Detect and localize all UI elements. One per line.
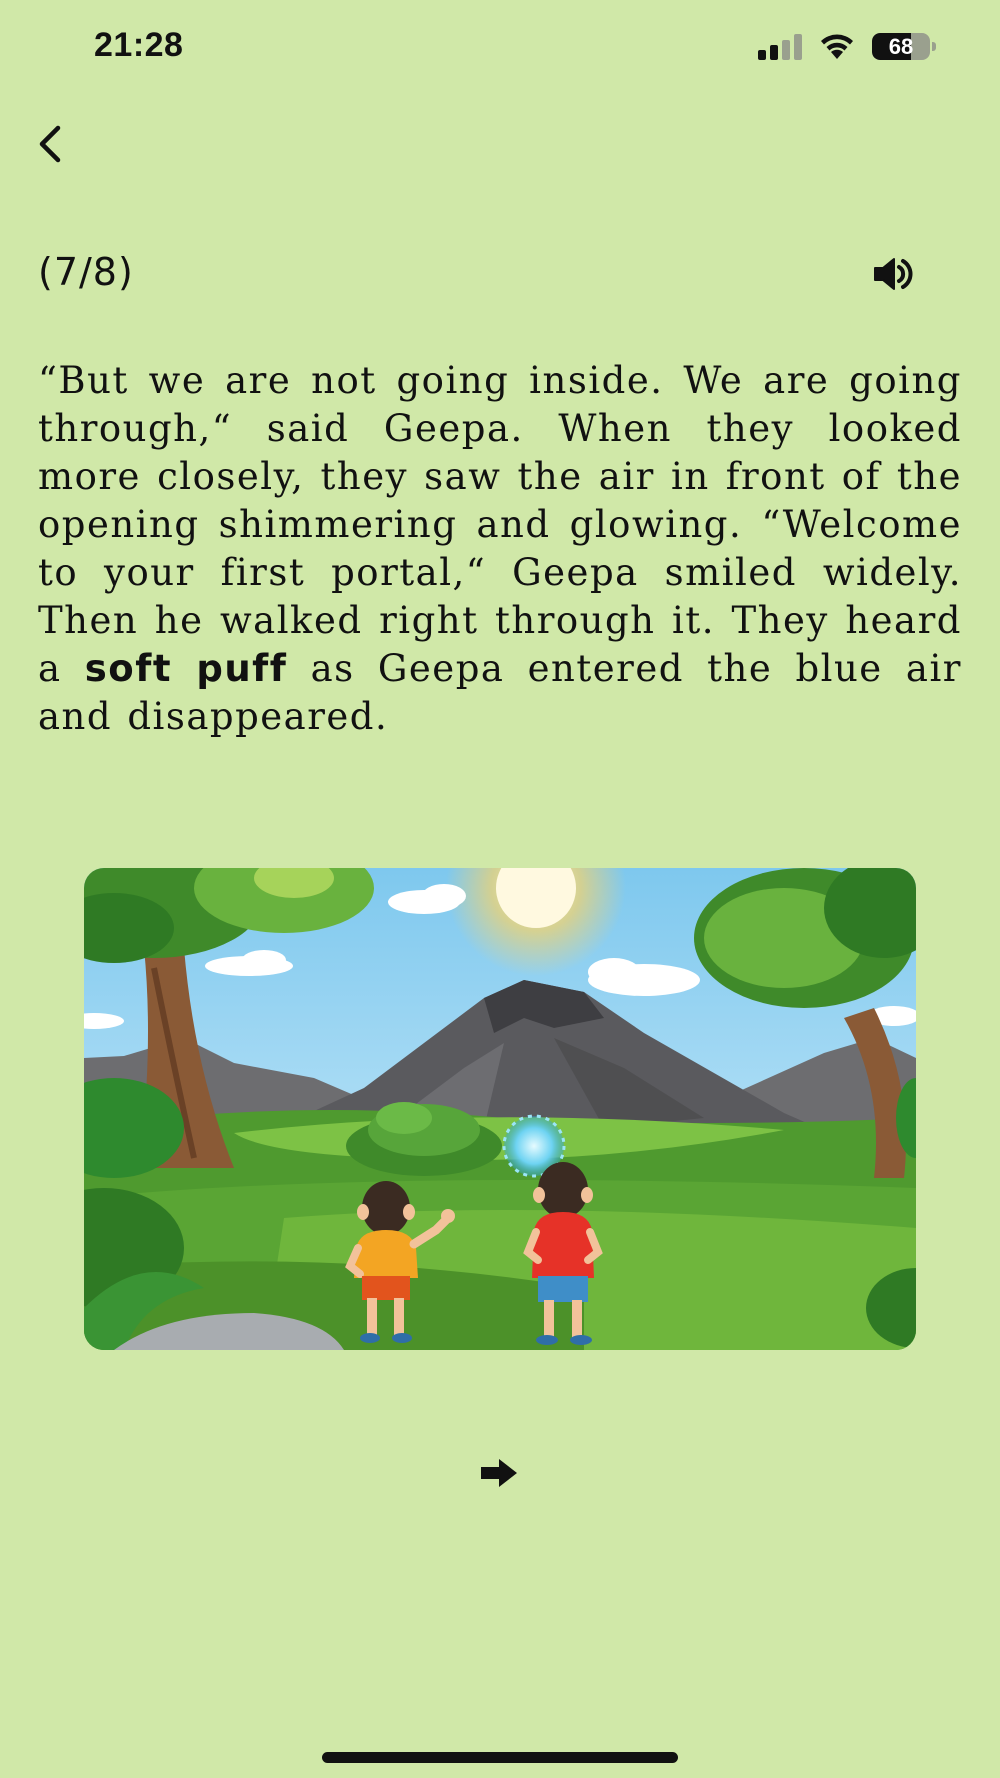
back-button[interactable] bbox=[30, 118, 74, 170]
audio-play-button[interactable] bbox=[872, 254, 920, 294]
story-text-after: as Geepa entered the blue air and disappeared. bbox=[38, 647, 962, 738]
speaker-icon bbox=[872, 254, 920, 294]
wifi-icon bbox=[818, 32, 856, 60]
status-time: 21:28 bbox=[94, 26, 184, 64]
chevron-left-icon bbox=[30, 118, 74, 170]
story-text bbox=[38, 357, 962, 741]
page-counter: (7/8) bbox=[38, 250, 134, 294]
battery-percent: 68 bbox=[888, 34, 914, 59]
next-page-button[interactable] bbox=[478, 1456, 520, 1490]
battery-icon bbox=[872, 33, 936, 60]
cellular-signal-icon bbox=[758, 34, 802, 60]
story-illustration bbox=[84, 868, 916, 1350]
story-emphasis: soft puff bbox=[84, 647, 288, 690]
status-bar bbox=[0, 0, 1000, 92]
story-text-before: “But we are not going inside. We are going through,“ said Geepa. When they looked more closely, they saw the air in front of the opening shimmering and glowing. “Welcome to your first portal,“ Geepa smiled widely. Then he walked right through it. They heard a bbox=[38, 359, 962, 690]
arrow-right-icon bbox=[478, 1456, 520, 1490]
home-indicator[interactable] bbox=[322, 1752, 678, 1763]
